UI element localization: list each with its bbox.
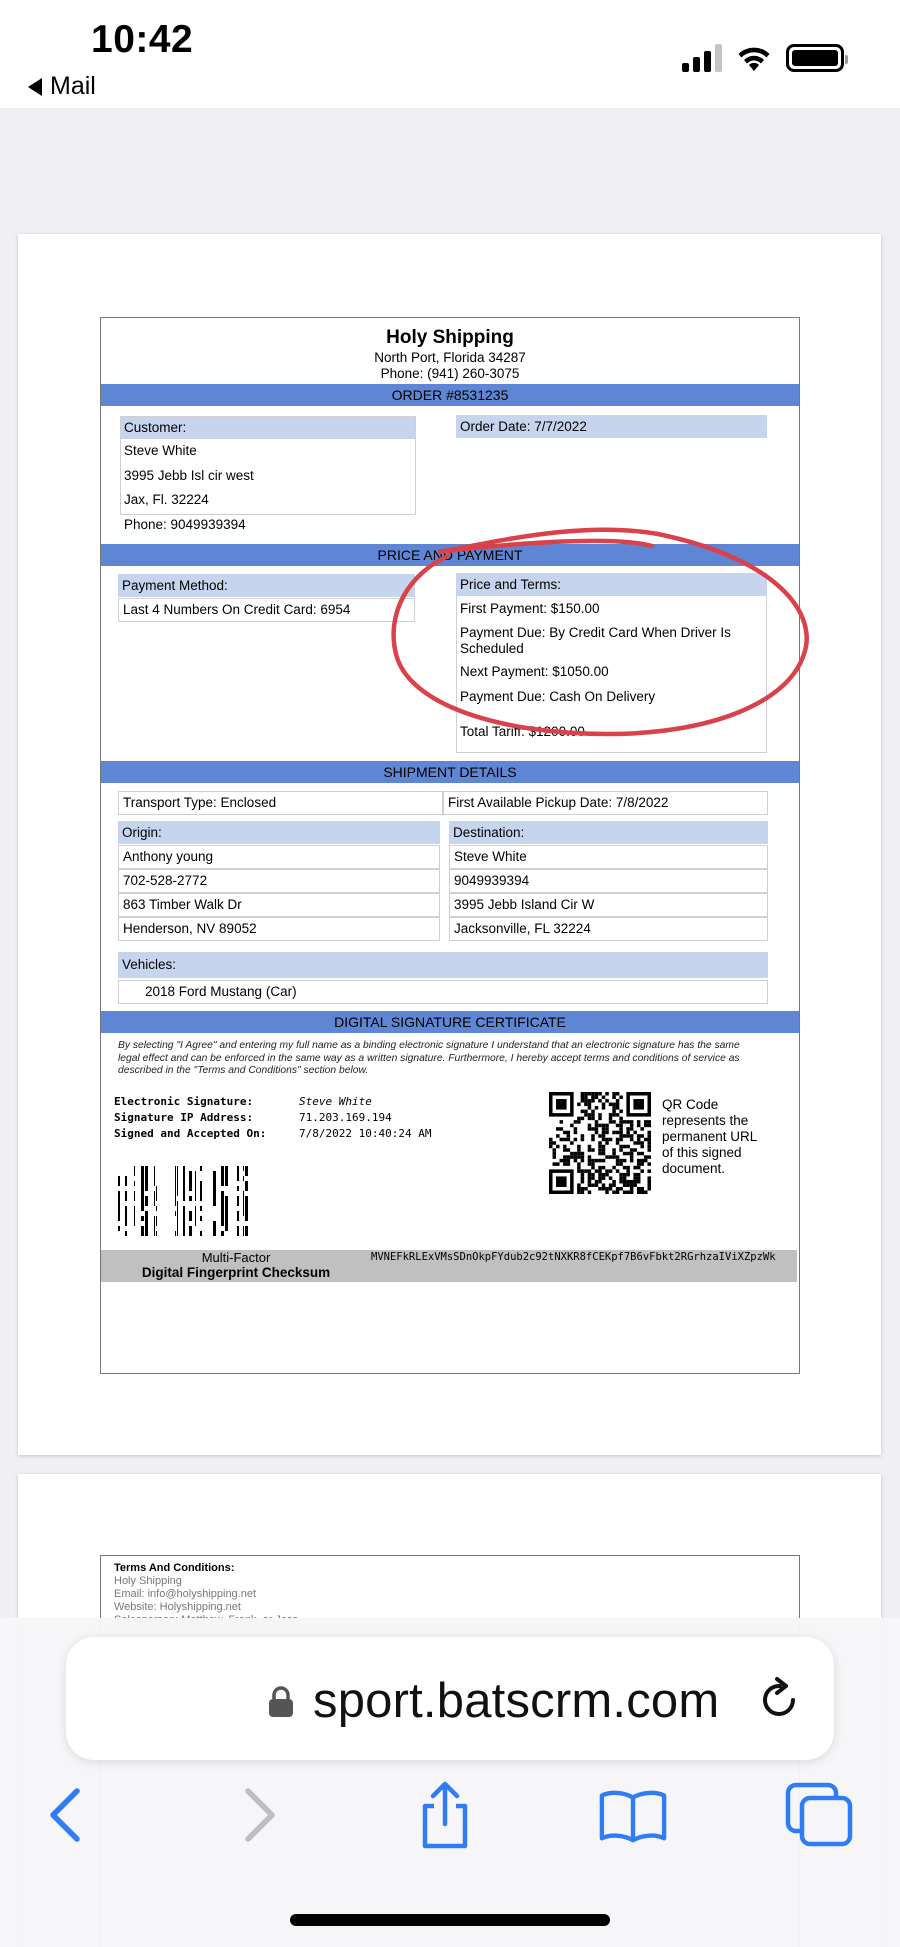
destination-street: 3995 Jebb Island Cir W bbox=[449, 893, 768, 917]
destination-name: Steve White bbox=[449, 845, 768, 869]
customer-phone: Phone: 9049939394 bbox=[124, 517, 246, 532]
back-triangle-icon bbox=[28, 78, 42, 96]
shipment-details-bar: SHIPMENT DETAILS bbox=[101, 761, 799, 783]
signature-details bbox=[114, 1094, 431, 1142]
payment-due-1: Payment Due: By Credit Card When Driver Is Scheduled bbox=[460, 625, 731, 656]
terms-line: Website: Holyshipping.net bbox=[114, 1601, 241, 1613]
sig-label: Electronic Signature: bbox=[114, 1095, 254, 1108]
forward-button[interactable] bbox=[225, 1780, 295, 1850]
checksum-label-1: Multi-Factor bbox=[201, 1250, 271, 1265]
ip-value: 71.203.169.194 bbox=[299, 1111, 392, 1124]
company-address: North Port, Florida 34287 bbox=[374, 350, 526, 365]
order-number-bar: ORDER #8531235 bbox=[101, 384, 799, 406]
digital-signature-bar: DIGITAL SIGNATURE CERTIFICATE bbox=[101, 1011, 799, 1033]
back-button[interactable] bbox=[30, 1780, 100, 1850]
home-indicator[interactable] bbox=[290, 1914, 610, 1926]
origin-phone: 702-528-2772 bbox=[118, 869, 440, 893]
company-phone: Phone: (941) 260-3075 bbox=[380, 366, 520, 381]
ip-label: Signature IP Address: bbox=[114, 1111, 254, 1124]
customer-name: Steve White bbox=[124, 443, 197, 458]
destination-phone: 9049939394 bbox=[449, 869, 768, 893]
origin-street: 863 Timber Walk Dr bbox=[118, 893, 440, 917]
back-app-label: Mail bbox=[50, 72, 96, 100]
book-icon bbox=[598, 1787, 668, 1843]
tabs-button[interactable] bbox=[785, 1780, 855, 1850]
transport-type: Transport Type: Enclosed bbox=[118, 791, 443, 815]
customer-street: 3995 Jebb Isl cir west bbox=[124, 468, 254, 483]
chevron-left-icon bbox=[45, 1787, 85, 1843]
pickup-date: First Available Pickup Date: 7/8/2022 bbox=[443, 791, 768, 815]
back-to-mail-button[interactable] bbox=[28, 72, 96, 101]
terms-title: Terms And Conditions: bbox=[114, 1562, 235, 1574]
share-icon bbox=[415, 1780, 475, 1850]
reload-icon[interactable] bbox=[756, 1675, 804, 1723]
qr-code-caption: QR Code represents the permanent URL of this signed document. bbox=[662, 1097, 757, 1176]
payment-due-2: Payment Due: Cash On Delivery bbox=[460, 689, 656, 704]
signal-icon bbox=[682, 44, 722, 72]
payment-method-header: Payment Method: bbox=[118, 574, 415, 597]
next-payment: Next Payment: $1050.00 bbox=[460, 664, 609, 679]
signed-value: 7/8/2022 10:40:24 AM bbox=[299, 1127, 432, 1140]
qr-code-image bbox=[549, 1092, 651, 1194]
vehicle-item: 2018 Ford Mustang (Car) bbox=[118, 980, 768, 1004]
legal-text: By selecting "I Agree" and entering my full name as a binding electronic signature I understand that an electronic signature has the same legal effect and can be enforced in the same way as a written signature. Furthermore, I hereby accept terms and conditions of service as described in the "Terms and Conditions" section below. bbox=[118, 1040, 740, 1076]
bill-of-lading bbox=[100, 317, 800, 1374]
total-tariff: Total Tariff: $1200.00 bbox=[460, 724, 585, 739]
status-bar bbox=[0, 0, 900, 108]
battery-icon bbox=[786, 44, 844, 72]
origin-city: Henderson, NV 89052 bbox=[118, 917, 440, 941]
checksum-label-2: Digital Fingerprint Checksum bbox=[141, 1265, 331, 1280]
signed-label: Signed and Accepted On: bbox=[114, 1127, 267, 1140]
payment-method-value: Last 4 Numbers On Credit Card: 6954 bbox=[118, 598, 415, 622]
status-icons bbox=[682, 44, 844, 72]
destination-city: Jacksonville, FL 32224 bbox=[449, 917, 768, 941]
customer-city: Jax, Fl. 32224 bbox=[124, 492, 209, 507]
share-button[interactable] bbox=[410, 1780, 480, 1850]
customer-header: Customer: bbox=[120, 416, 416, 439]
url-text: sport.batscrm.com bbox=[313, 1674, 720, 1728]
origin-name: Anthony young bbox=[118, 845, 440, 869]
tabs-icon bbox=[785, 1782, 855, 1848]
pdf-page-1[interactable] bbox=[18, 234, 881, 1455]
chevron-right-icon bbox=[240, 1787, 280, 1843]
bookmarks-button[interactable] bbox=[598, 1780, 668, 1850]
sig-value: Steve White bbox=[299, 1095, 372, 1108]
checksum-value: MVNEFkRLExVMsSDnOkpFYdub2c92tNXKR8fCEKpf7B6vFbkt2RGrhzaIViXZpzWk bbox=[371, 1251, 776, 1263]
checksum-bar bbox=[101, 1250, 797, 1282]
origin-header: Origin: bbox=[118, 821, 440, 844]
wifi-icon bbox=[736, 44, 772, 72]
lock-icon bbox=[268, 1686, 294, 1718]
company-name: Holy Shipping bbox=[386, 327, 514, 348]
address-bar[interactable] bbox=[66, 1637, 834, 1760]
status-time: 10:42 bbox=[91, 18, 194, 61]
vehicles-header: Vehicles: bbox=[118, 952, 768, 978]
terms-line: Holy Shipping bbox=[114, 1575, 182, 1587]
destination-header: Destination: bbox=[449, 821, 768, 844]
barcode-image bbox=[118, 1166, 251, 1236]
terms-line: Email: info@holyshipping.net bbox=[114, 1588, 257, 1600]
order-date: Order Date: 7/7/2022 bbox=[456, 415, 767, 438]
first-payment: First Payment: $150.00 bbox=[460, 601, 600, 616]
price-terms-header: Price and Terms: bbox=[456, 573, 767, 596]
price-payment-bar: PRICE AND PAYMENT bbox=[101, 544, 799, 566]
